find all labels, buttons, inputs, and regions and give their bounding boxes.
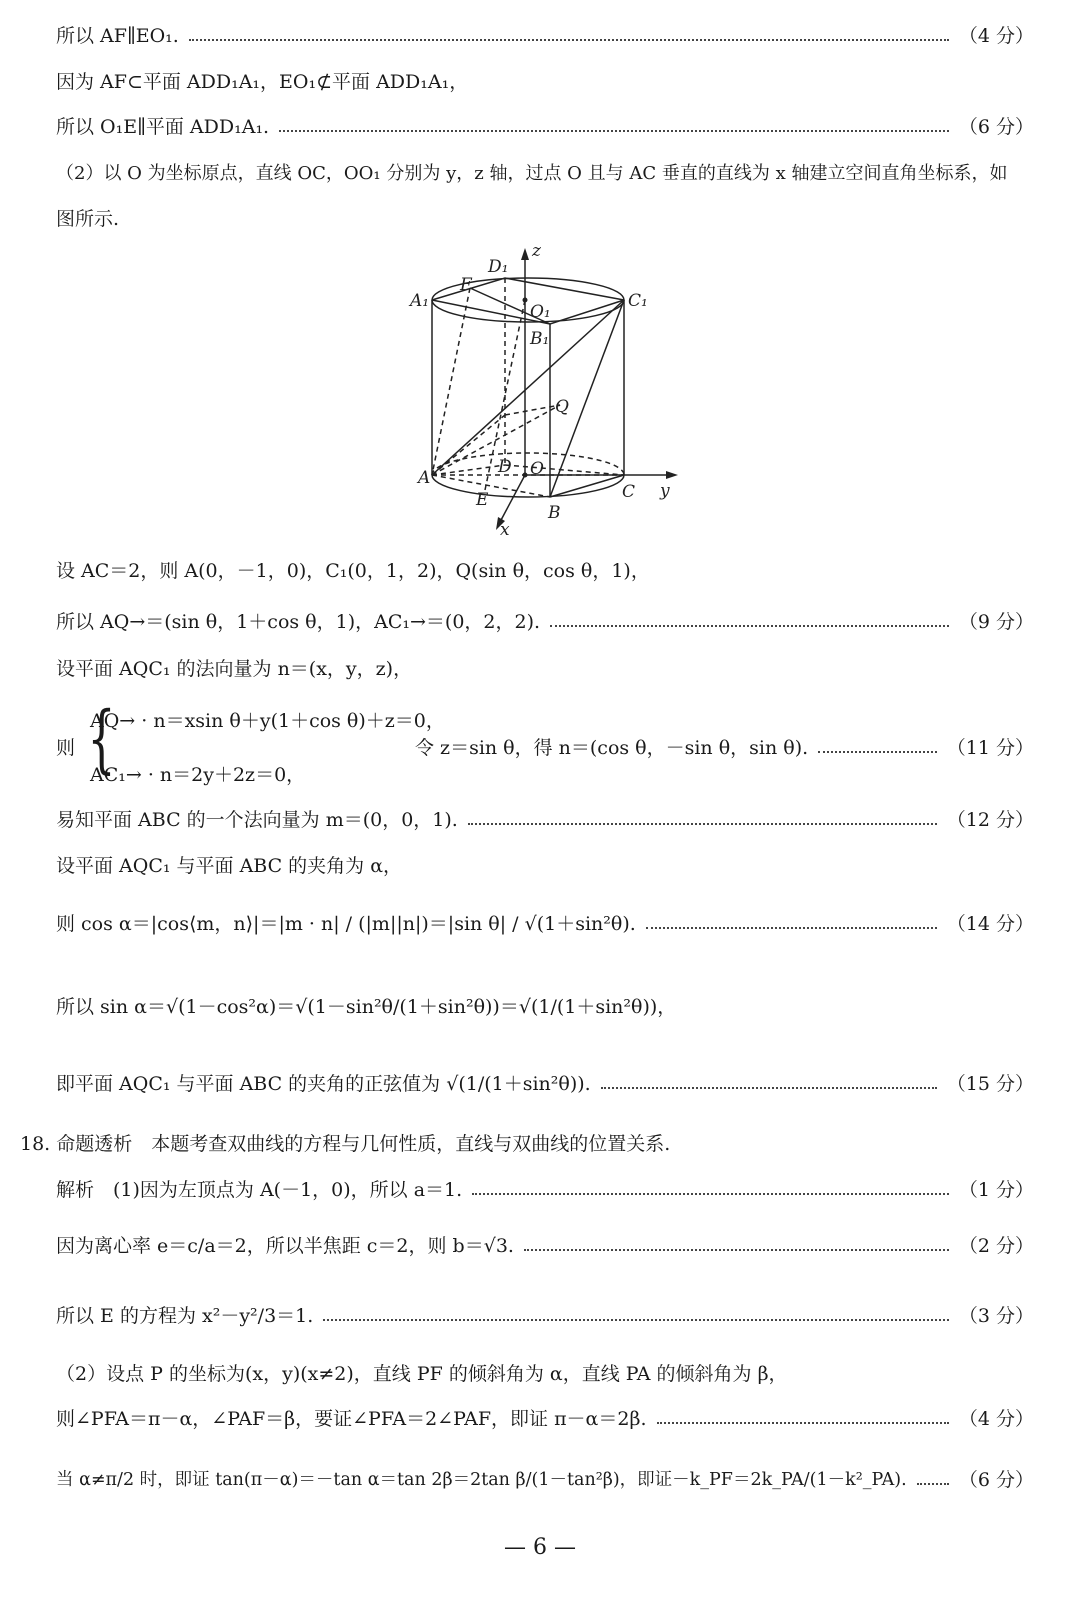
label-q: Q [555, 397, 569, 417]
label-c: C [622, 482, 636, 502]
label-d: D [498, 457, 512, 477]
label-c1: C₁ [628, 291, 648, 311]
cylinder-figure [400, 240, 700, 540]
line-14 [56, 910, 1034, 938]
line-text: 则∠PFA＝π－α，∠PAF＝β，要证∠PFA＝2∠PAF，即证 π－α＝2β. [56, 1408, 647, 1430]
line-16 [56, 1070, 1034, 1098]
line-text: （2）设点 P 的坐标为(x，y)(x≠2)，直线 PF 的倾斜角为 α，直线 PA 的倾斜角为 β， [56, 1363, 788, 1385]
line-8 [56, 655, 1034, 683]
label-a1: A₁ [410, 291, 430, 311]
dot-leader [524, 1249, 949, 1251]
line-text: 所以 AQ→＝(sin θ，1＋cos θ，1)，AC₁→＝(0，2，2). [56, 611, 541, 633]
line-7 [56, 608, 1034, 636]
line-13 [56, 852, 1034, 880]
score: （6 分） [958, 1469, 1034, 1491]
line-text: AQ→ · n＝xsin θ＋y(1＋cos θ)＋z＝0， [90, 710, 445, 732]
dot-leader [818, 751, 937, 753]
score: （6 分） [958, 116, 1034, 138]
dot-leader [468, 823, 937, 825]
score: （4 分） [958, 1408, 1034, 1430]
line-3 [56, 113, 1034, 141]
dot-leader [189, 39, 949, 41]
system-brace: { [87, 696, 116, 782]
line-text: 所以 AF∥EO₁. [56, 25, 179, 47]
line-18-5 [56, 1405, 1034, 1433]
dot-leader [323, 1319, 949, 1321]
label-z: z [532, 241, 541, 261]
line-18-3 [56, 1302, 1034, 1330]
line-text: 所以 sin α＝√(1－cos²α)＝√(1－sin²θ/(1＋sin²θ))＝√(1/(1＋sin²θ))， [56, 996, 677, 1018]
dot-leader [472, 1193, 949, 1195]
line-text: 因为离心率 e＝c/a＝2，所以半焦距 c＝2，则 b＝√3. [56, 1235, 514, 1257]
line-text: 解析 (1)因为左顶点为 A(－1，0)，所以 a＝1. [56, 1179, 463, 1201]
dot-leader [601, 1087, 937, 1089]
line-text: 所以 O₁E∥平面 ADD₁A₁. [56, 116, 270, 138]
line-text: 设 AC＝2，则 A(0，－1，0)，C₁(0，1，2)，Q(sin θ，cos θ，1)， [56, 560, 650, 582]
line-5 [56, 205, 1034, 233]
line-text: 因为 AF⊂平面 ADD₁A₁，EO₁⊄平面 ADD₁A₁， [56, 71, 469, 93]
line-6 [56, 557, 1034, 585]
dot-leader [279, 130, 949, 132]
label-x: x [500, 520, 510, 540]
score: （15 分） [946, 1073, 1034, 1095]
score: （2 分） [958, 1235, 1034, 1257]
line-18-1 [56, 1176, 1034, 1204]
score: （9 分） [958, 611, 1034, 633]
line-text: 18. 命题透析 本题考查双曲线的方程与几何性质，直线与双曲线的位置关系. [20, 1133, 671, 1155]
line-system-main [56, 734, 1034, 762]
line-text: 设平面 AQC₁ 与平面 ABC 的夹角为 α， [56, 855, 403, 877]
system-prefix: 则 [56, 737, 76, 759]
dot-leader [917, 1483, 949, 1485]
label-b1: B₁ [530, 329, 550, 349]
line-text: 即平面 AQC₁ 与平面 ABC 的夹角的正弦值为 √(1/(1＋sin²θ)). [56, 1073, 591, 1095]
problem-18-heading [20, 1130, 1034, 1158]
line-2 [56, 68, 1034, 96]
line-18-6 [56, 1466, 1034, 1494]
line-text: 易知平面 ABC 的一个法向量为 m＝(0，0，1). [56, 809, 458, 831]
score: （1 分） [958, 1179, 1034, 1201]
label-o1: O₁ [530, 302, 551, 322]
dot-leader [657, 1422, 949, 1424]
label-d1: D₁ [488, 257, 509, 277]
line-text: 图所示. [56, 208, 120, 230]
line-18-2 [56, 1232, 1034, 1260]
line-text: 令 z＝sin θ，得 n＝(cos θ，－sin θ，sin θ). [415, 737, 809, 759]
label-y: y [660, 481, 670, 501]
line-text: （2）以 O 为坐标原点，直线 OC，OO₁ 分别为 y，z 轴，过点 O 且与 AC 垂直的直线为 x 轴建立空间直角坐标系，如 [56, 163, 1008, 184]
line-12 [56, 806, 1034, 834]
line-4 [56, 160, 1034, 188]
line-15 [56, 993, 1034, 1021]
score: （12 分） [946, 809, 1034, 831]
dot-leader [550, 625, 949, 627]
score: （14 分） [946, 913, 1034, 935]
score: （4 分） [958, 25, 1034, 47]
label-e: E [476, 490, 489, 510]
line-1 [56, 22, 1034, 50]
page-number: — 6 — [504, 1535, 576, 1560]
line-text: 则 cos α＝|cos⟨m，n⟩|＝|m · n| / (|m||n|)＝|sin θ| / √(1＋sin²θ). [56, 913, 636, 935]
system-eq-1 [90, 707, 1034, 735]
line-text: 所以 E 的方程为 x²－y²/3＝1. [56, 1305, 314, 1327]
score: （11 分） [946, 737, 1034, 759]
dot-leader [646, 927, 937, 929]
line-text: 当 α≠π/2 时，即证 tan(π－α)＝－tan α＝tan 2β＝2tan β/(1－tan²β)，即证－k_PF＝2k_PA/(1－k²_PA). [56, 1470, 907, 1490]
label-o: O [530, 459, 544, 479]
line-text: 设平面 AQC₁ 的法向量为 n＝(x，y，z)， [56, 658, 413, 680]
line-text: AC₁→ · n＝2y＋2z＝0， [90, 764, 306, 786]
line-18-4 [56, 1360, 1034, 1388]
system-eq-2 [90, 761, 1034, 789]
label-b: B [548, 503, 561, 523]
score: （3 分） [958, 1305, 1034, 1327]
label-f: F [460, 275, 472, 295]
label-a: A [418, 468, 431, 488]
